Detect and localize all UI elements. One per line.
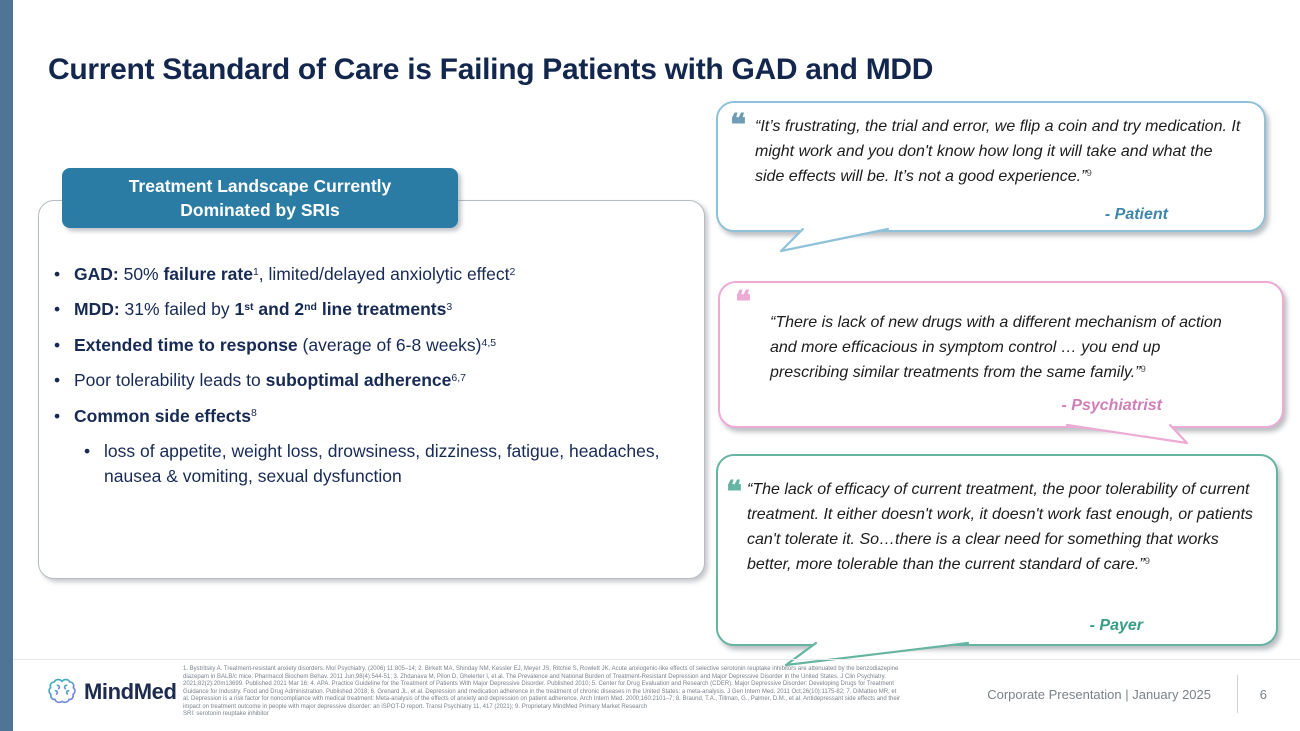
quote-reference-superscript: 9 — [1086, 168, 1092, 180]
mindmed-logo — [46, 676, 177, 708]
mindmed-wordmark: MindMed — [84, 679, 177, 704]
quote-attribution-psychiatrist: - Psychiatrist — [1061, 397, 1162, 414]
quote-icon: ❝ — [730, 109, 747, 142]
slide-title: Current Standard of Care is Failing Patients with GAD and MDD — [48, 53, 934, 87]
quote-bubble-payer — [716, 454, 1278, 646]
bullet-side-effects-detail: • loss of appetite, weight loss, drowsiness, dizziness, fatigue, headaches, nausea & vomiting, sexual dysfunction — [82, 439, 679, 490]
quote-reference-superscript: 9 — [1144, 556, 1150, 568]
treatment-box-header-line2: Dominated by SRIs — [180, 200, 340, 220]
quote-text — [718, 456, 1276, 578]
footer-presentation-label: Corporate Presentation | January 2025 — [987, 687, 1211, 702]
treatment-bullet-list — [52, 262, 677, 500]
speech-tail-icon — [773, 227, 893, 253]
bullet-time-to-response: • Extended time to response (average of 6-8 weeks)$^{4,5}$ — [52, 333, 677, 358]
quote-bubble-psychiatrist — [718, 281, 1284, 428]
quote-text-body: “It’s frustrating, the trial and error, we flip a coin and try medication. It might work and you don't know how long it will take and what the side effects will be. It’s not a good experience.” — [755, 118, 1241, 185]
page-number-divider — [1237, 675, 1238, 713]
reference-footnotes — [183, 666, 902, 719]
reference-citations: 1. Bystritsky A. Treatment-resistant anxiety disorders. Mol Psychiatry. (2006) 11:805–14; 2. Birkett MA, Shinday NM, Kessler EJ, Meyer JS, Ritchie S, Rowlett JK. Acute anxiogenic-like effects of selective serotonin reuptake inhibitors are attenuated by the benzodiazepine diazepam in BALB/c mice. Pharmacol Biochem Behav. 2011 Jun;98(4):544-51; 3. Zhdanava M, Pilon D, Ghelerter I, et al. The Prevalence and National Burden of Treatment-Resistant Depression and Major Depressive Disorder in the United States. J Clin Psychiatry. 2021;82(2):20m13699. Published 2021 Mar 16; 4. APA. Practice Guideline for the Treatment of Patients With Major Depressive Disorder. Published 2010; 5. Center for Drug Evaluation and Research (CDER). Major Depressive Disorder: Developing Drugs for Treatment Guidance for Industry. Food and Drug Administration. Published 2018; 6. Grenard JL, et al. Depression and medication adherence in the treatment of chronic diseases in the United States: a meta-analysis. J Gen Intern Med. 2011 Oct;26(10):1175-82; 7. DiMatteo MR, et al. Depression is a risk factor for noncompliance with medical treatment: Meta-analysis of the effects of anxiety and depression on patient adherence. Arch Intern Med. 2000;160:2101–7; 8. Braund, T.A., Tillman, G., Palmer, D.M., et al. Antidepressant side effects and their impact on treatment outcome in people with major depressive disorder: an iSPOT-D report. Transl Psychiatry 11, 417 (2021); 9. Proprietary MindMed Primary Market Research — [183, 666, 901, 710]
speech-tail-icon — [1057, 423, 1197, 447]
treatment-box-header — [62, 168, 458, 228]
quote-attribution-payer: - Payer — [1089, 617, 1143, 634]
speech-tail-icon — [768, 641, 978, 667]
treatment-box-header-line1: Treatment Landscape Currently — [128, 175, 392, 196]
quote-text-body: “There is lack of new drugs with a different mechanism of action and more efficacious in symptom control … you end up prescribing similar treatments from the same family.” — [770, 314, 1222, 381]
page-number: 6 — [1259, 687, 1267, 702]
left-accent-bar — [0, 0, 13, 731]
bullet-side-effects: • Common side effects$^8$ — [52, 404, 677, 429]
quote-reference-superscript: 9 — [1140, 364, 1146, 376]
quote-bubble-patient — [716, 101, 1266, 232]
quote-icon: ❝ — [726, 476, 743, 509]
abbreviation-note: SRI: serotonin reuptake inhibitor — [183, 711, 269, 717]
quote-text-body: “The lack of efficacy of current treatment, the poor tolerability of current treatment. It either doesn't work, it doesn't work fast enough, or patients can't tolerate it. So…there is a clear need for something that works better, more tolerable than the current standard of care.” — [747, 481, 1253, 573]
quote-text — [718, 103, 1264, 190]
brain-icon — [46, 676, 78, 708]
quote-attribution-patient: - Patient — [1104, 206, 1168, 223]
quote-text — [720, 283, 1282, 386]
footer-divider-line — [13, 659, 1300, 660]
bullet-tolerability: • Poor tolerability leads to suboptimal adherence$^{6,7}$ — [52, 368, 677, 393]
bullet-gad: • GAD: 50% failure rate$^1$, limited/delayed anxiolytic effect$^2$ — [52, 262, 677, 287]
quote-icon: ❝ — [735, 286, 752, 319]
bullet-mdd: • MDD: 31% failed by 1st and 2nd line treatments$^3$ — [52, 297, 677, 322]
